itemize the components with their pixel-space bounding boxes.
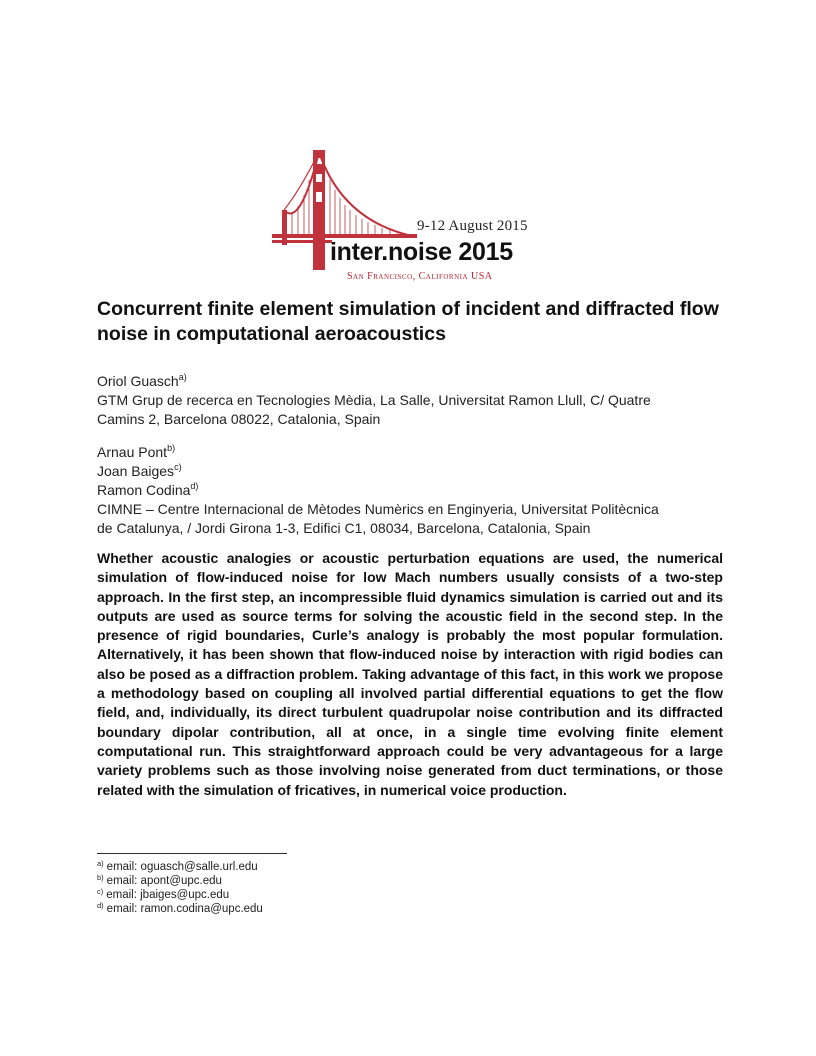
author-mark: a) [178,372,187,382]
author-line [97,481,737,500]
author-group-2 [97,443,737,538]
author-name: Arnau Pont [97,444,168,460]
author-group-1 [97,372,737,429]
author-line [97,372,737,391]
footnote [97,888,263,902]
footnote [97,902,263,916]
footnote-mark: a) [97,859,104,868]
logo-date: 9-12 August 2015 [417,218,528,234]
affiliation-line: Camins 2, Barcelona 08022, Catalonia, Spain [97,411,381,427]
author-mark: c) [174,462,182,472]
author-name: Joan Baiges [97,463,175,479]
footnote-email: email: ramon.codina@upc.edu [106,903,263,915]
footnote-mark: c) [97,887,104,896]
logo-location: San Francisco, California USA [347,271,493,282]
footnote-mark: d) [97,901,104,910]
author-line [97,443,737,462]
footnote-email: email: jbaiges@upc.edu [106,889,230,901]
author-line [97,462,737,481]
abstract: Whether acoustic analogies or acoustic perturbation equations are used, the numerical simulation of flow-induced noise for low Mach numbers usually consists of a two-step approach. In the first step, an incompressible fluid dynamics simulation is carried out and its outputs are used as source terms for solving the acoustic field in the second step. In the presence of rigid boundaries, Curle’s analogy is probably the most popular formulation. Alternatively, it has been shown that flow-induced noise by interaction with rigid bodies can also be posed as a diffraction problem. Taking advantage of this fact, in this work we propose a methodology based on coupling all involved partial differential equations to get the flow field, and, individually, its direct turbulent quadrupolar noise contribution and its diffracted boundary dipolar contribution, all at once, in a single time evolving finite element computational run. This straightforward approach could be very advantageous for a large variety problems such as those involving noise generated from duct terminations, or those related with the simulation of fricatives, in numerical voice production. [97,550,723,798]
affiliation-line: CIMNE – Centre Internacional de Mètodes Numèrics en Enginyeria, Universitat Politècnica [97,501,659,517]
footnote-rule [97,853,287,854]
logo-conference-name: inter.noise 2015 [330,238,513,266]
footnotes [97,860,263,916]
footnote-mark: b) [97,873,104,882]
bridge-tower-left [282,210,287,245]
affiliation-line: GTM Grup de recerca en Tecnologies Mèdia, La Salle, Universitat Ramon Llull, C/ Quatre [97,392,651,408]
bridge-cable [284,152,412,236]
author-name: Oriol Guasch [97,373,179,389]
footnote [97,874,263,888]
affiliation-line: de Catalunya, / Jordi Girona 1-3, Edifici C1, 08034, Barcelona, Catalonia, Spain [97,520,591,536]
author-name: Ramon Codina [97,482,191,498]
author-mark: b) [167,443,176,453]
paper-title: Concurrent finite element simulation of incident and diffracted flow noise in computational aeroacoustics [97,298,719,345]
footnote [97,860,263,874]
author-mark: d) [190,481,199,491]
footnote-email: email: apont@upc.edu [106,875,222,887]
footnote-email: email: oguasch@salle.url.edu [106,861,258,873]
